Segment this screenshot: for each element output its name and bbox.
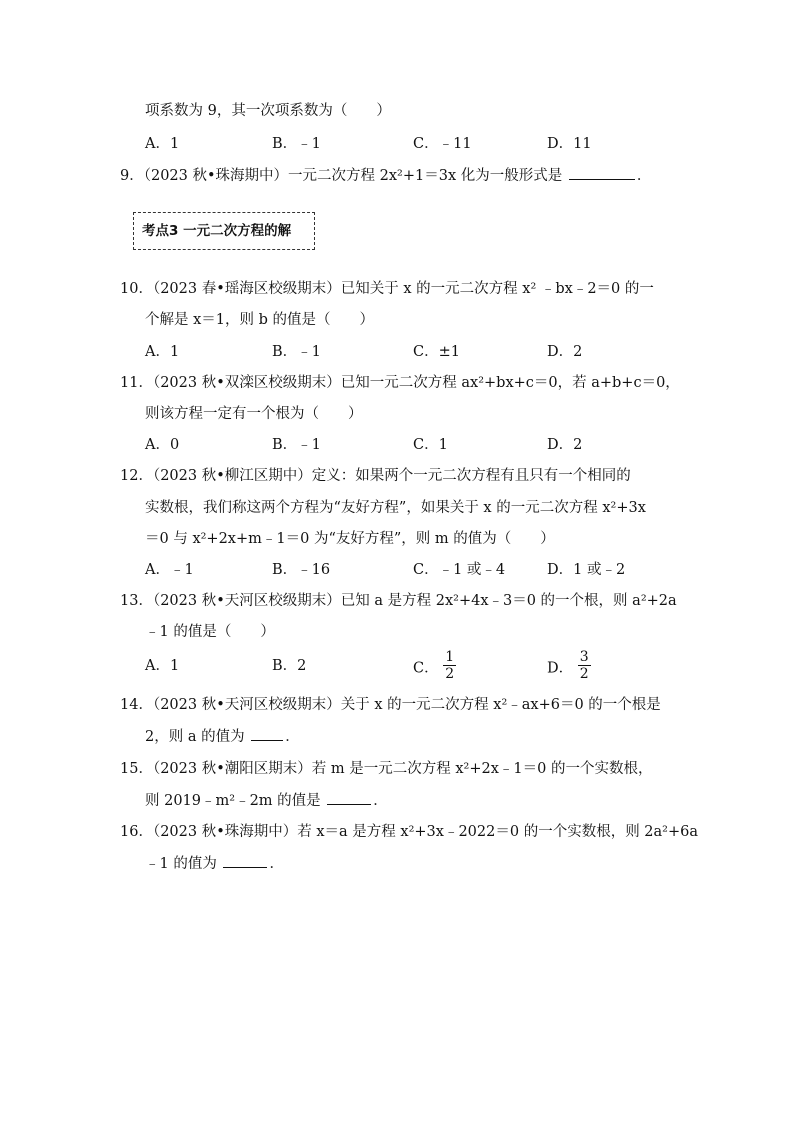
q10-option-a: A．1 [145, 344, 180, 360]
q16-line2-end: ． [269, 856, 284, 872]
q10-line2: 个解是 x＝1，则 b 的值是（ ） [145, 312, 375, 328]
fraction-numerator: 1 [445, 649, 455, 665]
q13-option-c [413, 649, 456, 682]
q12-option-c: C．﹣1 或﹣4 [413, 562, 506, 578]
q15-line2-end: ． [373, 793, 388, 809]
q14-line1: 14．（2023 秋•天河区校级期末）关于 x 的一元二次方程 x²﹣ax+6＝0 的一个根是 [120, 697, 661, 713]
q15-line1: 15．（2023 秋•潮阳区期末）若 m 是一元二次方程 x²+2x﹣1＝0 的一个实数根， [120, 761, 653, 777]
q11-line2: 则该方程一定有一个根为（ ） [145, 406, 363, 422]
q13-line2: ﹣1 的值是（ ） [145, 624, 275, 640]
q12-option-a: A．﹣1 [145, 562, 194, 578]
q16-line1: 16．（2023 秋•珠海期中）若 x＝a 是方程 x²+3x﹣2022＝0 的一个实数根，则 2a²+6a [120, 824, 699, 840]
q11-line1: 11．（2023 秋•双滦区校级期末）已知一元二次方程 ax²+bx+c＝0，若 a+b+c＝0， [120, 375, 680, 391]
q9-stem-text: 9．（2023 秋•珠海期中）一元二次方程 2x²+1＝3x 化为一般形式是 [120, 168, 563, 184]
q13-options [0, 649, 794, 682]
q14-answer-blank [251, 726, 283, 741]
q8-option-b: B．﹣1 [272, 136, 321, 152]
fraction-denominator: 2 [445, 666, 455, 682]
q14-line2-text: 2，则 a 的值为 [145, 729, 245, 745]
q12-options [0, 560, 794, 580]
q8-option-a: A．1 [145, 136, 180, 152]
q11-option-b: B．﹣1 [272, 437, 321, 453]
q12-option-b: B．﹣16 [272, 562, 331, 578]
q11-option-d: D．2 [547, 437, 583, 453]
q9-stem-end: ． [636, 168, 652, 184]
q13-option-a: A．1 [145, 658, 180, 674]
q13-option-b: B．2 [272, 658, 307, 674]
fraction-denominator: 2 [579, 666, 589, 682]
q10-options [0, 342, 794, 362]
q13-option-c-fraction [443, 650, 456, 681]
q14-line2 [145, 726, 300, 747]
q15-line2 [145, 790, 388, 811]
q13-line1: 13．（2023 秋•天河区校级期末）已知 a 是方程 2x²+4x﹣3＝0 的一个根，则 a²+2a [120, 593, 677, 609]
q13-option-c-label: C． [413, 660, 439, 677]
q8-options [0, 134, 794, 154]
q15-answer-blank [327, 790, 371, 805]
q16-line2 [145, 853, 284, 874]
q10-line1: 10．（2023 春•瑶海区校级期末）已知关于 x 的一元二次方程 x² ﹣bx﹣2＝0 的一 [120, 281, 654, 297]
q13-option-d-label: D． [547, 660, 574, 677]
q16-line2-text: ﹣1 的值为 [145, 856, 217, 872]
section-title: 考点3 一元二次方程的解 [133, 212, 315, 250]
q11-option-a: A．0 [145, 437, 180, 453]
q8-stem-continuation: 项系数为 9，其一次项系数为（ ） [145, 103, 391, 119]
q12-option-d: D．1 或﹣2 [547, 562, 626, 578]
q12-line2: 实数根，我们称这两个方程为“友好方程”，如果关于 x 的一元二次方程 x²+3x [145, 500, 646, 516]
q12-line1: 12．（2023 秋•柳江区期中）定义：如果两个一元二次方程有且只有一个相同的 [120, 468, 631, 484]
q12-line3: ＝0 与 x²+2x+m﹣1＝0 为“友好方程”，则 m 的值为（ ） [145, 531, 555, 547]
q10-option-c: C．±1 [413, 344, 460, 360]
q13-option-d [547, 649, 591, 682]
q10-option-b: B．﹣1 [272, 344, 321, 360]
q9-answer-blank [569, 165, 635, 180]
q16-answer-blank [223, 853, 267, 868]
q14-line2-end: ． [285, 729, 300, 745]
q15-line2-text: 则 2019﹣m²﹣2m 的值是 [145, 793, 321, 809]
q9-stem [120, 165, 651, 186]
q11-options [0, 435, 794, 455]
q13-option-d-fraction [578, 650, 591, 681]
q8-option-c: C．﹣11 [413, 136, 472, 152]
q11-option-c: C．1 [413, 437, 448, 453]
q8-option-d: D．11 [547, 136, 592, 152]
fraction-numerator: 3 [579, 649, 589, 665]
q10-option-d: D．2 [547, 344, 583, 360]
